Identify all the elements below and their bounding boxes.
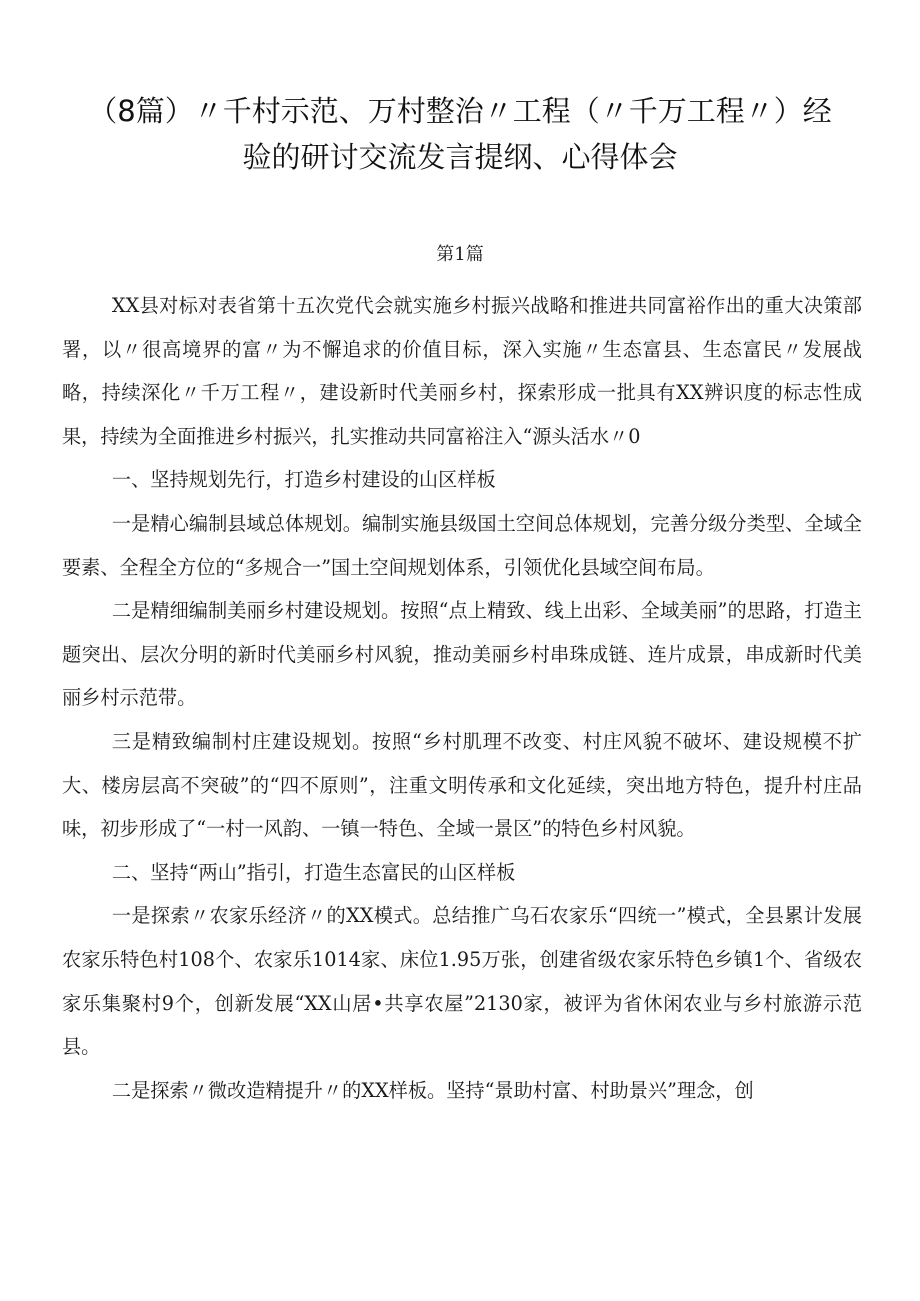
- document-body: [62, 284, 862, 1112]
- subheading-two-mountains: 二、坚持“两山”指引，打造生态富民的山区样板: [111, 860, 516, 884]
- paragraph-village-construction: 三是精致编制村庄建设规划。按照“乡村肌理不改变、村庄风貌不破坏、建设规模不扩大、楼房层高不突破”的“四不原则”，注重文明传承和文化延续，突出地方特色，提升村庄品味，初步形成了“一村一风韵、一镇一特色、全域一景区”的特色乡村风貌。: [62, 729, 862, 841]
- paragraph-micro-renovation: 二是探索〃微改造精提升〃的XX样板。坚持“景助村富、村助景兴”理念，创: [111, 1078, 754, 1102]
- document-title-line-2: 验的研讨交流发言提纲、心得体会: [242, 140, 678, 174]
- document-title-line-1: （8篇）〃千村示范、万村整治〃工程（〃千万工程〃）经: [88, 94, 832, 128]
- section-heading: 第1篇: [436, 244, 484, 265]
- paragraph-county-plan: 一是精心编制县域总体规划。编制实施县级国土空间总体规划，完善分级分类型、全域全要素、全程全方位的“多规合一”国土空间规划体系，引领优化县域空间布局。: [62, 511, 862, 579]
- paragraph-village-plan: 二是精细编制美丽乡村建设规划。按照“点上精致、线上出彩、全域美丽”的思路，打造主题突出、层次分明的新时代美丽乡村风貌，推动美丽乡村串珠成链、连片成景，串成新时代美丽乡村示范带。: [62, 599, 862, 710]
- subheading-planning: 一、坚持规划先行，打造乡村建设的山区样板: [111, 468, 496, 492]
- document-title: [40, 88, 880, 180]
- paragraph-farmhouse-economy: 一是探索〃农家乐经济〃的XX模式。总结推广乌石农家乐“四统一”模式，全县累计发展农家乐特色村108个、农家乐1014家、床位1.95万张，创建省级农家乐特色乡镇1个、省级农家乐集聚村9个，创新发展“XX山居•共享农屋”2130家，被评为省休闲农业与乡村旅游示范县。: [62, 904, 862, 1059]
- paragraph-intro: XX县对标对表省第十五次党代会就实施乡村振兴战略和推进共同富裕作出的重大决策部署，以〃很高境界的富〃为不懈追求的价值目标，深入实施〃生态富县、生态富民〃发展战略，持续深化〃千万工程〃，建设新时代美丽乡村，探索形成一批具有XX辨识度的标志性成果，持续为全面推进乡村振兴，扎实推动共同富裕注入“源头活水〃0: [62, 294, 862, 448]
